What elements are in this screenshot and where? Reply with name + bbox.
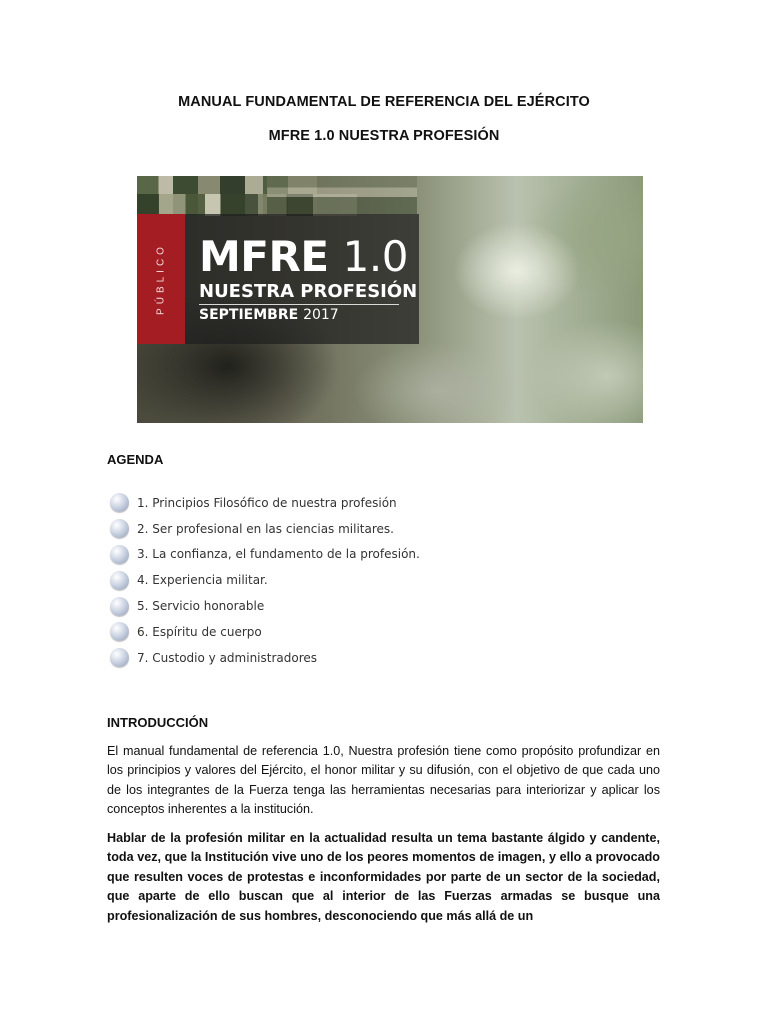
agenda-item-text: 5. Servicio honorable [137,599,265,614]
classification-label: PÚBLICO [155,243,167,315]
cover-divider [199,304,399,305]
list-item [110,516,420,542]
bullet-icon [110,622,129,641]
bullet-icon [110,597,129,616]
bullet-icon [110,648,129,667]
document-subtitle: MFRE 1.0 NUESTRA PROFESIÓN [268,128,500,144]
document-title: MANUAL FUNDAMENTAL DE REFERENCIA DEL EJÉRCITO [178,94,590,110]
intro-paragraph-1: El manual fundamental de referencia 1.0, Nuestra profesión tiene como propósito profundizar en los principios y valores del Ejército, el honor militar y su difusión, con el objetivo de que cada uno de los integrantes de la Fuerza tenga las herramientas necesarias para interiorizar y aplicar los conceptos inherentes a la institución. [107,744,660,817]
agenda-item-text: 2. Ser profesional en las ciencias militares. [137,521,394,536]
cover-image [137,176,643,423]
camo-pattern-3 [267,176,417,214]
agenda-list [110,490,420,671]
agenda-item-text: 3. La confianza, el fundamento de la profesión. [137,547,420,562]
agenda-item-text: 4. Experiencia militar. [137,573,268,588]
intro-paragraph-2: Hablar de la profesión militar en la actualidad resulta un tema bastante álgido y candente, toda vez, que la Institución vive uno de los peores momentos de imagen, y ello a provocado que resulten voces de protestas e inconformidades por parte de un sector de la sociedad, que aparte de ello buscan que al interior de las Fuerzas armadas se busque una profesionalización de sus hombres, desconociendo que más allá de un [107,831,660,923]
bullet-icon [110,571,129,590]
list-item [110,593,420,619]
list-item [110,542,420,568]
bullet-icon [110,545,129,564]
agenda-item-text: 6. Espíritu de cuerpo [137,624,262,639]
cover-title-version: 1.0 [342,232,408,281]
cover-month: SEPTIEMBRE [199,307,299,323]
bullet-icon [110,493,129,512]
agenda-item-text: 7. Custodio y administradores [137,650,318,665]
cover-date [199,307,339,323]
bullet-icon [110,519,129,538]
cover-subtitle: NUESTRA PROFESIÓN [199,281,418,302]
list-item [110,619,420,645]
cover-title-mfre: MFRE [199,232,329,281]
introduction-heading: INTRODUCCIÓN [107,715,209,730]
list-item [110,490,420,516]
list-item [110,645,420,671]
list-item [110,567,420,593]
agenda-heading: AGENDA [107,452,164,467]
cover-year: 2017 [303,307,339,323]
cover-big-title [199,232,408,281]
agenda-item-text: 1. Principios Filosófico de nuestra profesión [137,495,397,510]
